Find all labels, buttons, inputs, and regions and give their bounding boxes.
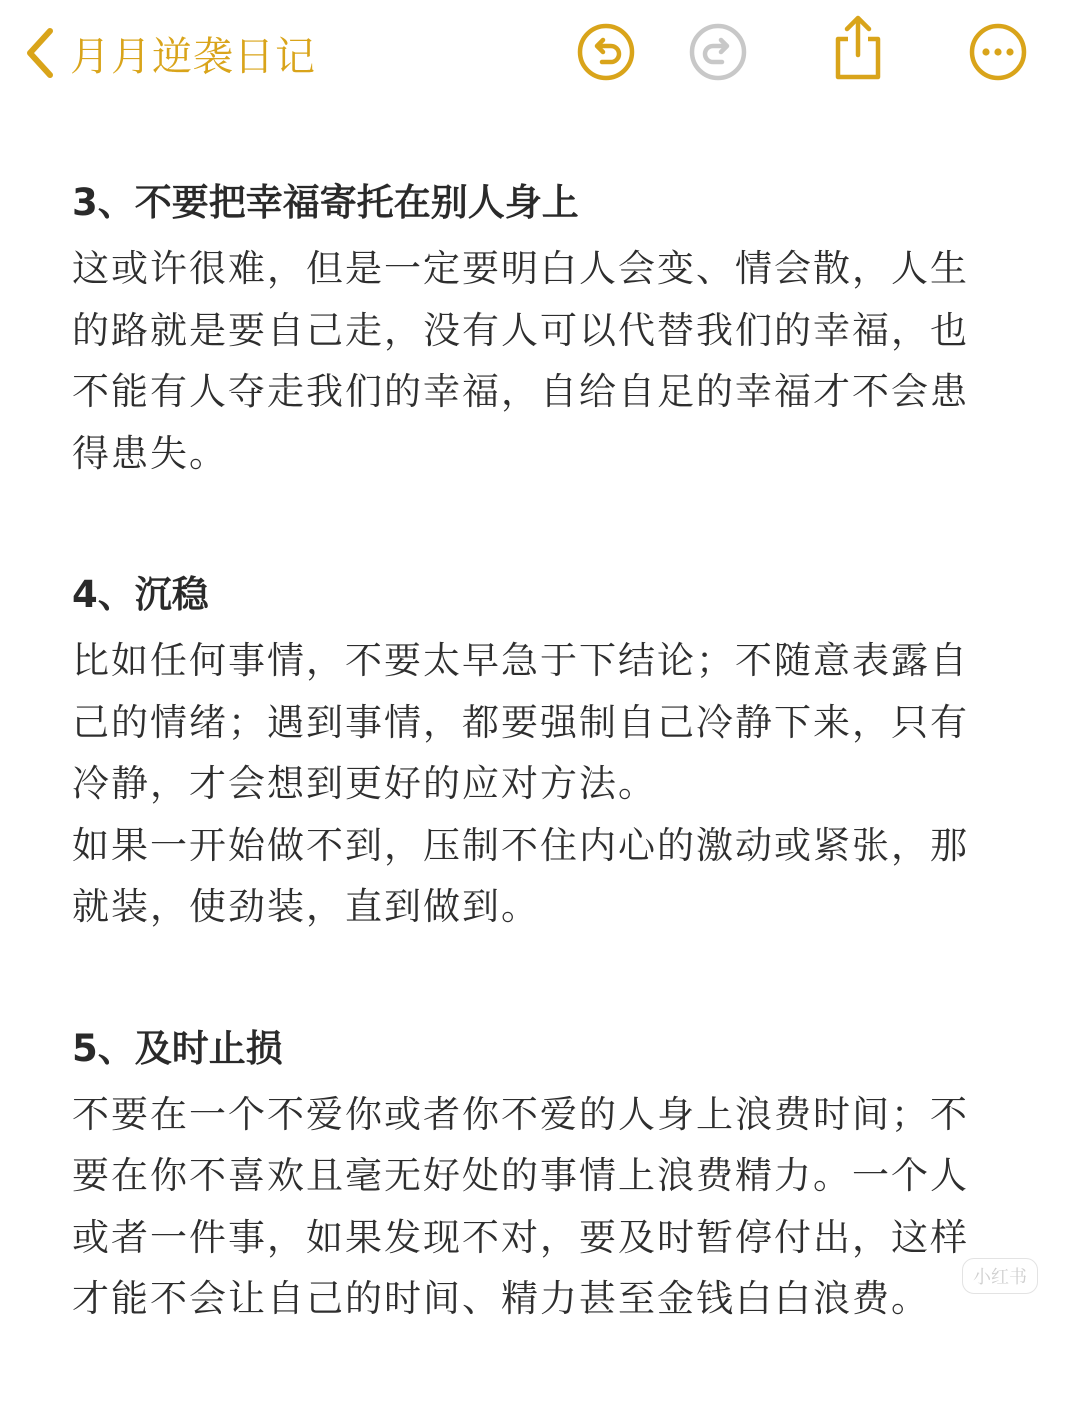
share-icon	[830, 15, 886, 81]
undo-button[interactable]	[574, 20, 638, 84]
back-button[interactable]	[22, 18, 316, 88]
note-section	[72, 178, 992, 484]
note-section	[72, 1024, 992, 1330]
section-paragraph: 不要在一个不爱你或者你不爱的人身上浪费时间；不要在你不喜欢且毫无好处的事情上浪费精力。一个人或者一件事，如果发现不对，要及时暂停付出，这样才能不会让自己的时间、精力甚至金钱白白浪费。	[72, 1092, 969, 1320]
redo-icon	[688, 22, 748, 82]
section-heading: 4、沉稳	[72, 573, 209, 616]
redo-button[interactable]	[686, 20, 750, 84]
navigation-bar	[0, 0, 1080, 110]
watermark: 小红书	[962, 1258, 1038, 1294]
note-section	[72, 570, 992, 938]
more-icon	[968, 22, 1028, 82]
back-label: 月月逆袭日记	[70, 33, 316, 80]
note-body[interactable]	[72, 178, 992, 1416]
undo-icon	[576, 22, 636, 82]
section-paragraph: 如果一开始做不到，压制不住内心的激动或紧张，那就装，使劲装，直到做到。	[72, 823, 969, 928]
section-heading: 3、不要把幸福寄托在别人身上	[72, 181, 579, 224]
chevron-left-icon	[22, 27, 56, 79]
section-heading: 5、及时止损	[72, 1026, 283, 1070]
section-paragraph: 这或许很难，但是一定要明白人会变、情会散，人生的路就是要自己走，没有人可以代替我们的幸福，也不能有人夺走我们的幸福，自给自足的幸福才不会患得患失。	[72, 247, 969, 475]
more-button[interactable]	[966, 20, 1030, 84]
share-button[interactable]	[826, 16, 890, 80]
section-paragraph: 比如任何事情，不要太早急于下结论；不随意表露自己的情绪；遇到事情，都要强制自己冷静下来，只有冷静，才会想到更好的应对方法。	[72, 639, 969, 805]
